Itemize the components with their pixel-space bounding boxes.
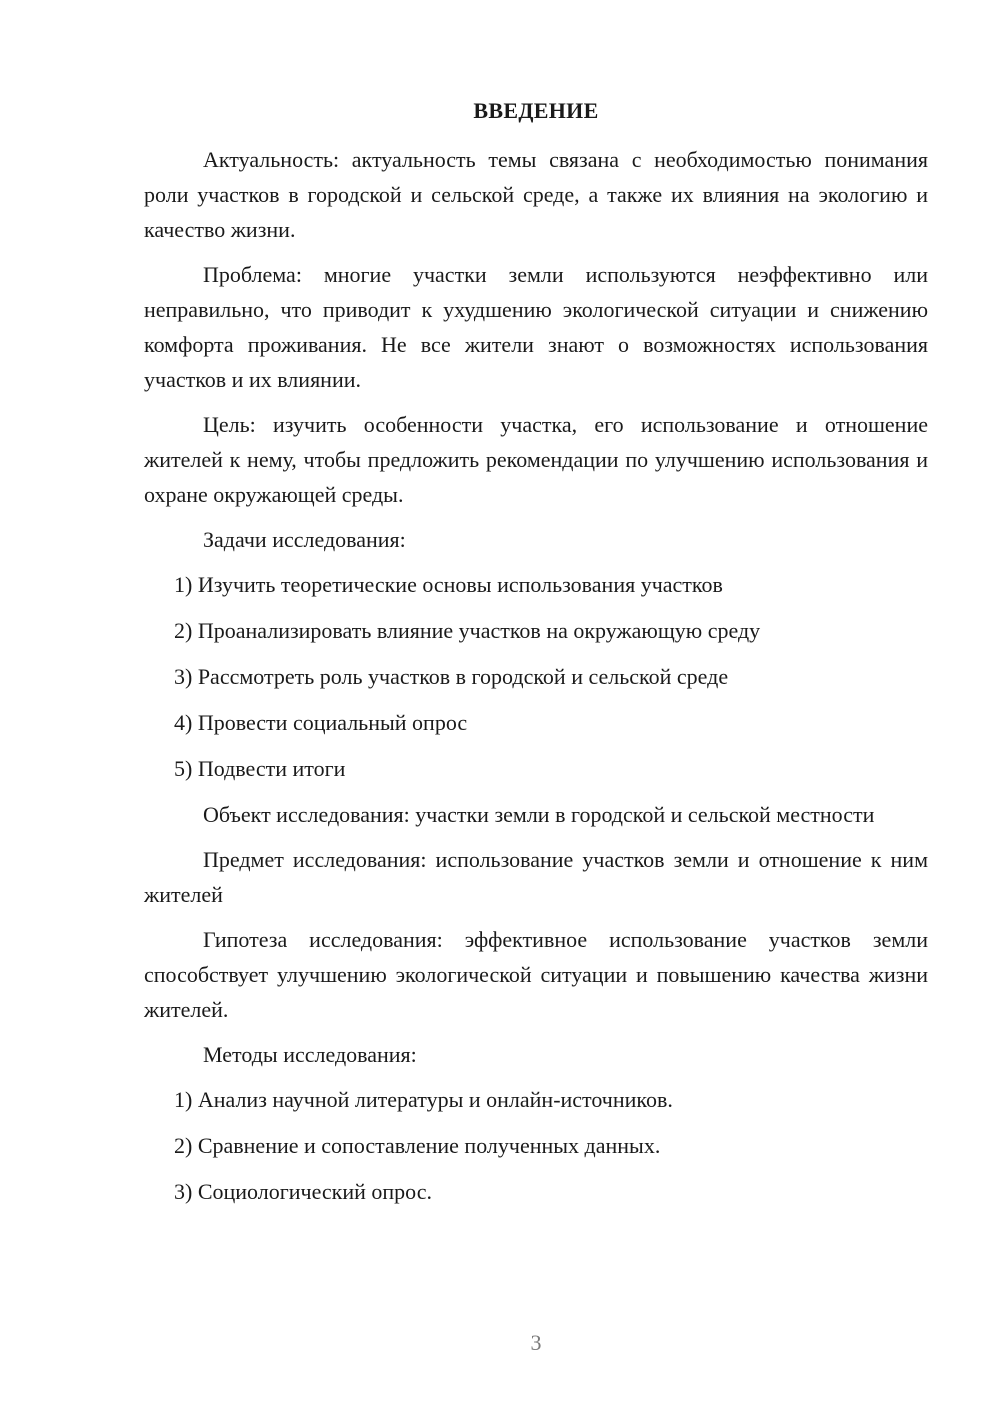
- task-item: 1) Изучить теоретические основы использования участков: [174, 572, 723, 597]
- task-item: 3) Рассмотреть роль участков в городской и сельской среде: [174, 664, 729, 689]
- methods-heading: Методы исследования:: [203, 1042, 417, 1067]
- task-item: 2) Проанализировать влияние участков на окружающую среду: [174, 618, 761, 643]
- document-page: [144, 96, 928, 1220]
- method-item: 1) Анализ научной литературы и онлайн-источников.: [174, 1087, 673, 1112]
- hypothesis-paragraph: Гипотеза исследования: эффективное использование участков земли способствует улучшению экологической ситуации и повышению качества жизни жителей.: [144, 927, 928, 1022]
- relevance-paragraph: Актуальность: актуальность темы связана с необходимостью понимания роли участков в городской и сельской среде, а также их влияния на экологию и качество жизни.: [144, 147, 928, 242]
- methods-list: [144, 1082, 928, 1209]
- task-item: 4) Провести социальный опрос: [174, 710, 468, 735]
- method-item: 2) Сравнение и сопоставление полученных данных.: [174, 1133, 661, 1158]
- object-paragraph: Объект исследования: участки земли в городской и сельской местности: [203, 802, 875, 827]
- subject-paragraph: Предмет исследования: использование участков земли и отношение к ним жителей: [144, 847, 928, 907]
- page-number: 3: [530, 1330, 542, 1355]
- tasks-list: [144, 567, 928, 786]
- tasks-heading: Задачи исследования:: [203, 527, 406, 552]
- task-item: 5) Подвести итоги: [174, 756, 346, 781]
- method-item: 3) Социологический опрос.: [174, 1179, 432, 1204]
- section-title: ВВЕДЕНИЕ: [473, 98, 599, 123]
- problem-paragraph: Проблема: многие участки земли используются неэффективно или неправильно, что приводит к ухудшению экологической ситуации и снижению комфорта проживания. Не все жители знают о возможностях использования участков и их влиянии.: [144, 262, 928, 392]
- goal-paragraph: Цель: изучить особенности участка, его использование и отношение жителей к нему, чтобы предложить рекомендации по улучшению использования и охране окружающей среды.: [144, 412, 928, 507]
